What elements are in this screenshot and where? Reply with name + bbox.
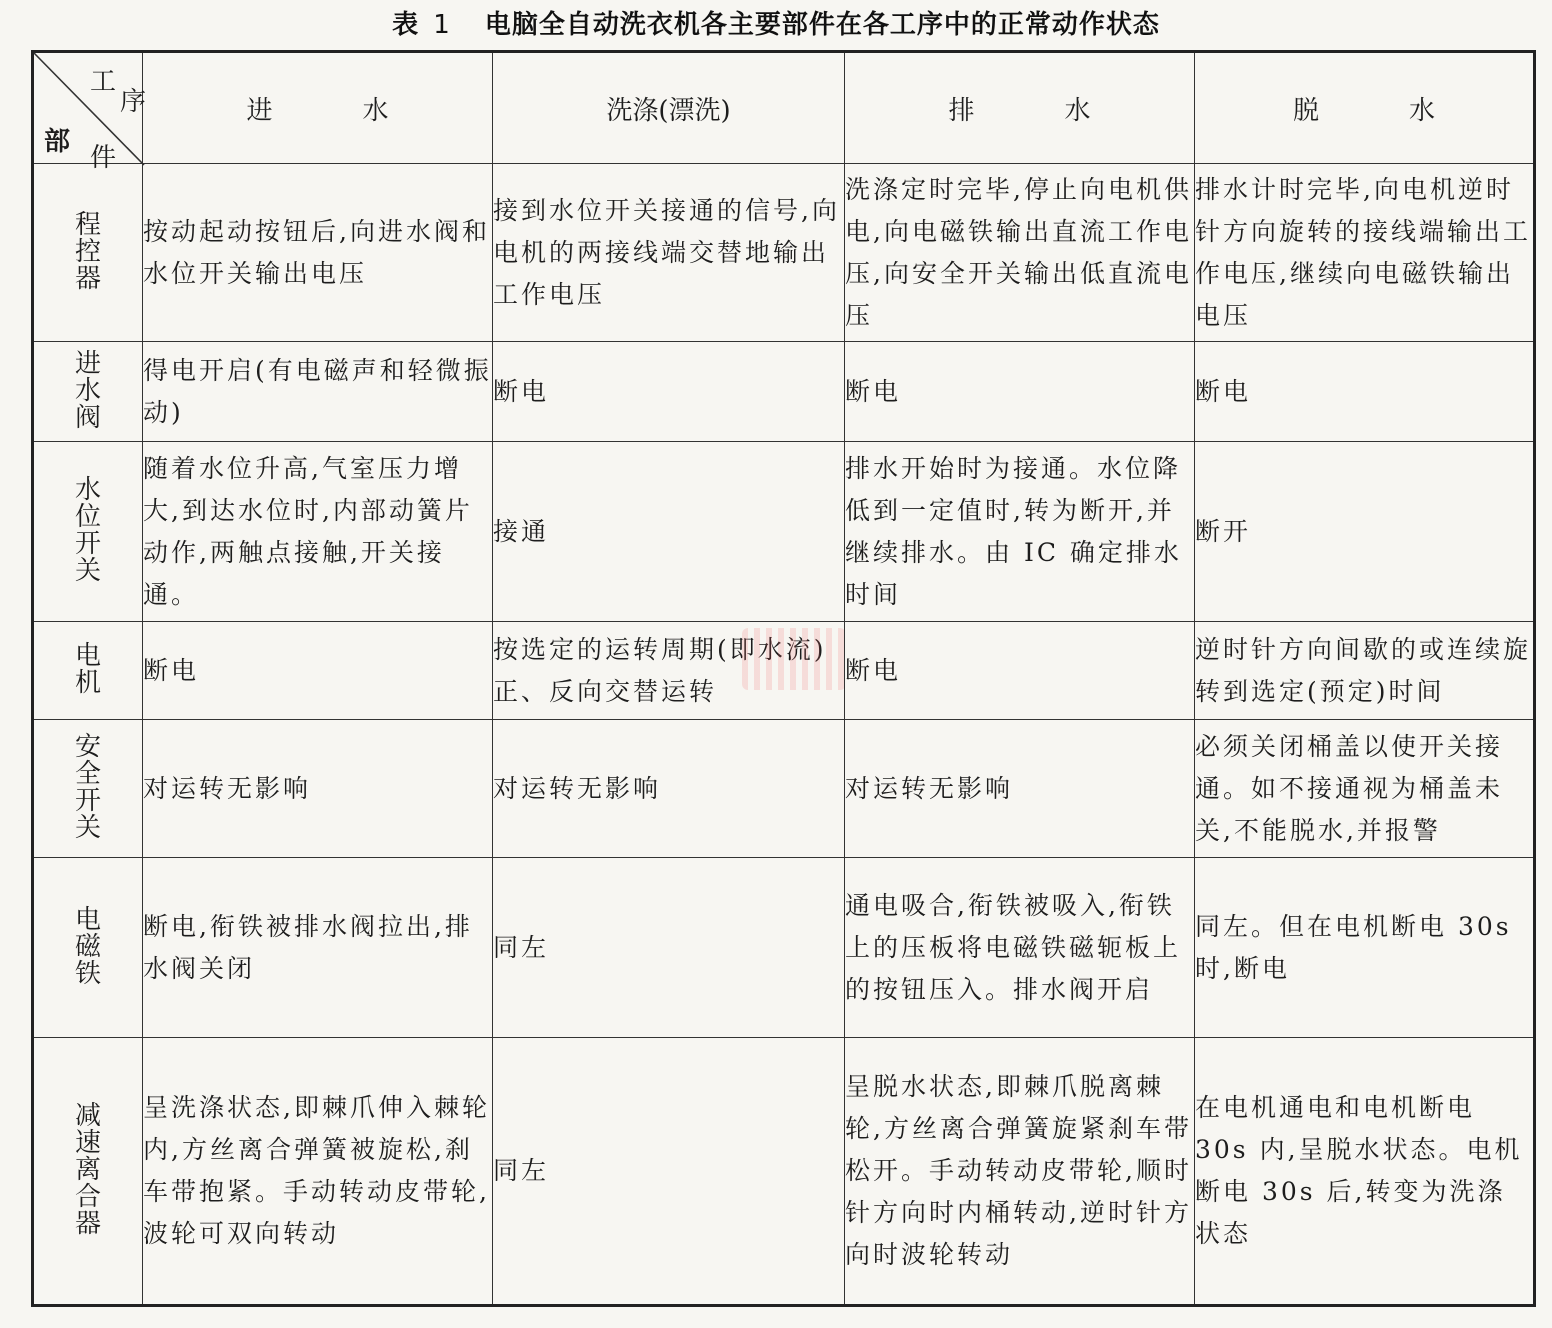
- row-header-program-controller: 程控器: [33, 164, 143, 342]
- row-header-safety-switch: 安全开关: [33, 720, 143, 858]
- table-cell: 呈洗涤状态,即棘爪伸入棘轮内,方丝离合弹簧被旋松,刹车带抱紧。手动转动皮带轮,波轮可双向转动: [143, 1038, 493, 1306]
- table-title-number: 1: [433, 10, 451, 40]
- table-cell: 同左: [493, 858, 845, 1038]
- column-header-drain: 排水: [845, 52, 1195, 164]
- table-row: [33, 164, 1535, 342]
- row-header-electromagnet: 电磁铁: [33, 858, 143, 1038]
- table-title: [0, 4, 1552, 41]
- table-cell: 在电机通电和电机断电 30s 内,呈脱水状态。电机断电 30s 后,转变为洗涤状态: [1195, 1038, 1535, 1306]
- table-cell: 洗涤定时完毕,停止向电机供电,向电磁铁输出直流工作电压,向安全开关输出低直流电压: [845, 164, 1195, 342]
- table-title-text: 电脑全自动洗衣机各主要部件在各工序中的正常动作状态: [484, 10, 1160, 40]
- table-cell: 对运转无影响: [143, 720, 493, 858]
- table-row: [33, 1038, 1535, 1306]
- table-row: [33, 442, 1535, 622]
- table-cell: 断电: [493, 342, 845, 442]
- table-cell: 按选定的运转周期(即水流)正、反向交替运转: [493, 622, 845, 720]
- header-row: [33, 52, 1535, 164]
- table-cell: 断电: [143, 622, 493, 720]
- row-header-water-inlet-valve: 进水阀: [33, 342, 143, 442]
- faint-stamp-mark: [742, 628, 846, 690]
- corner-part-char-2: 件: [90, 143, 117, 173]
- table-row: [33, 858, 1535, 1038]
- table-cell: 逆时针方向间歇的或连续旋转到选定(预定)时间: [1195, 622, 1535, 720]
- row-header-motor: 电机: [33, 622, 143, 720]
- corner-process-char-2: 序: [120, 87, 147, 117]
- corner-header-cell: [33, 52, 147, 173]
- column-header-spin: 脱水: [1195, 52, 1535, 164]
- row-header-reduction-clutch: 减速离合器: [33, 1038, 143, 1306]
- table-cell: 断电: [845, 622, 1195, 720]
- table-cell: 断电: [845, 342, 1195, 442]
- table-cell: 必须关闭桶盖以使开关接通。如不接通视为桶盖未关,不能脱水,并报警: [1195, 720, 1535, 858]
- table-cell: 断开: [1195, 442, 1535, 622]
- table-cell: 接通: [493, 442, 845, 622]
- corner-part-char-1: 部: [44, 127, 71, 157]
- table-cell: 同左。但在电机断电 30s 时,断电: [1195, 858, 1535, 1038]
- table-row: [33, 342, 1535, 442]
- table-cell: 排水开始时为接通。水位降低到一定值时,转为断开,并继续排水。由 IC 确定排水时间: [845, 442, 1195, 622]
- table-cell: 得电开启(有电磁声和轻微振动): [143, 342, 493, 442]
- row-header-water-level-switch: 水位开关: [33, 442, 143, 622]
- table-cell: 按动起动按钮后,向进水阀和水位开关输出电压: [143, 164, 493, 342]
- table-cell: 对运转无影响: [493, 720, 845, 858]
- table-title-label: 表: [392, 10, 420, 40]
- table-cell: 随着水位升高,气室压力增大,到达水位时,内部动簧片动作,两触点接触,开关接通。: [143, 442, 493, 622]
- table-cell: 断电,衔铁被排水阀拉出,排水阀关闭: [143, 858, 493, 1038]
- table-cell: 同左: [493, 1038, 845, 1306]
- table-row: [33, 720, 1535, 858]
- table-cell: 对运转无影响: [845, 720, 1195, 858]
- table-cell: 通电吸合,衔铁被吸入,衔铁上的压板将电磁铁磁轭板上的按钮压入。排水阀开启: [845, 858, 1195, 1038]
- corner-process-char-1: 工: [90, 67, 117, 97]
- column-header-washing: 洗涤(漂洗): [493, 52, 845, 164]
- table-cell: 呈脱水状态,即棘爪脱离棘轮,方丝离合弹簧旋紧刹车带松开。手动转动皮带轮,顺时针方向时内桶转动,逆时针方向时波轮转动: [845, 1038, 1195, 1306]
- column-header-water-inlet: 进水: [143, 52, 493, 164]
- table-cell: 接到水位开关接通的信号,向电机的两接线端交替地输出工作电压: [493, 164, 845, 342]
- table-cell: 断电: [1195, 342, 1535, 442]
- table-cell: 排水计时完毕,向电机逆时针方向旋转的接线端输出工作电压,继续向电磁铁输出电压: [1195, 164, 1535, 342]
